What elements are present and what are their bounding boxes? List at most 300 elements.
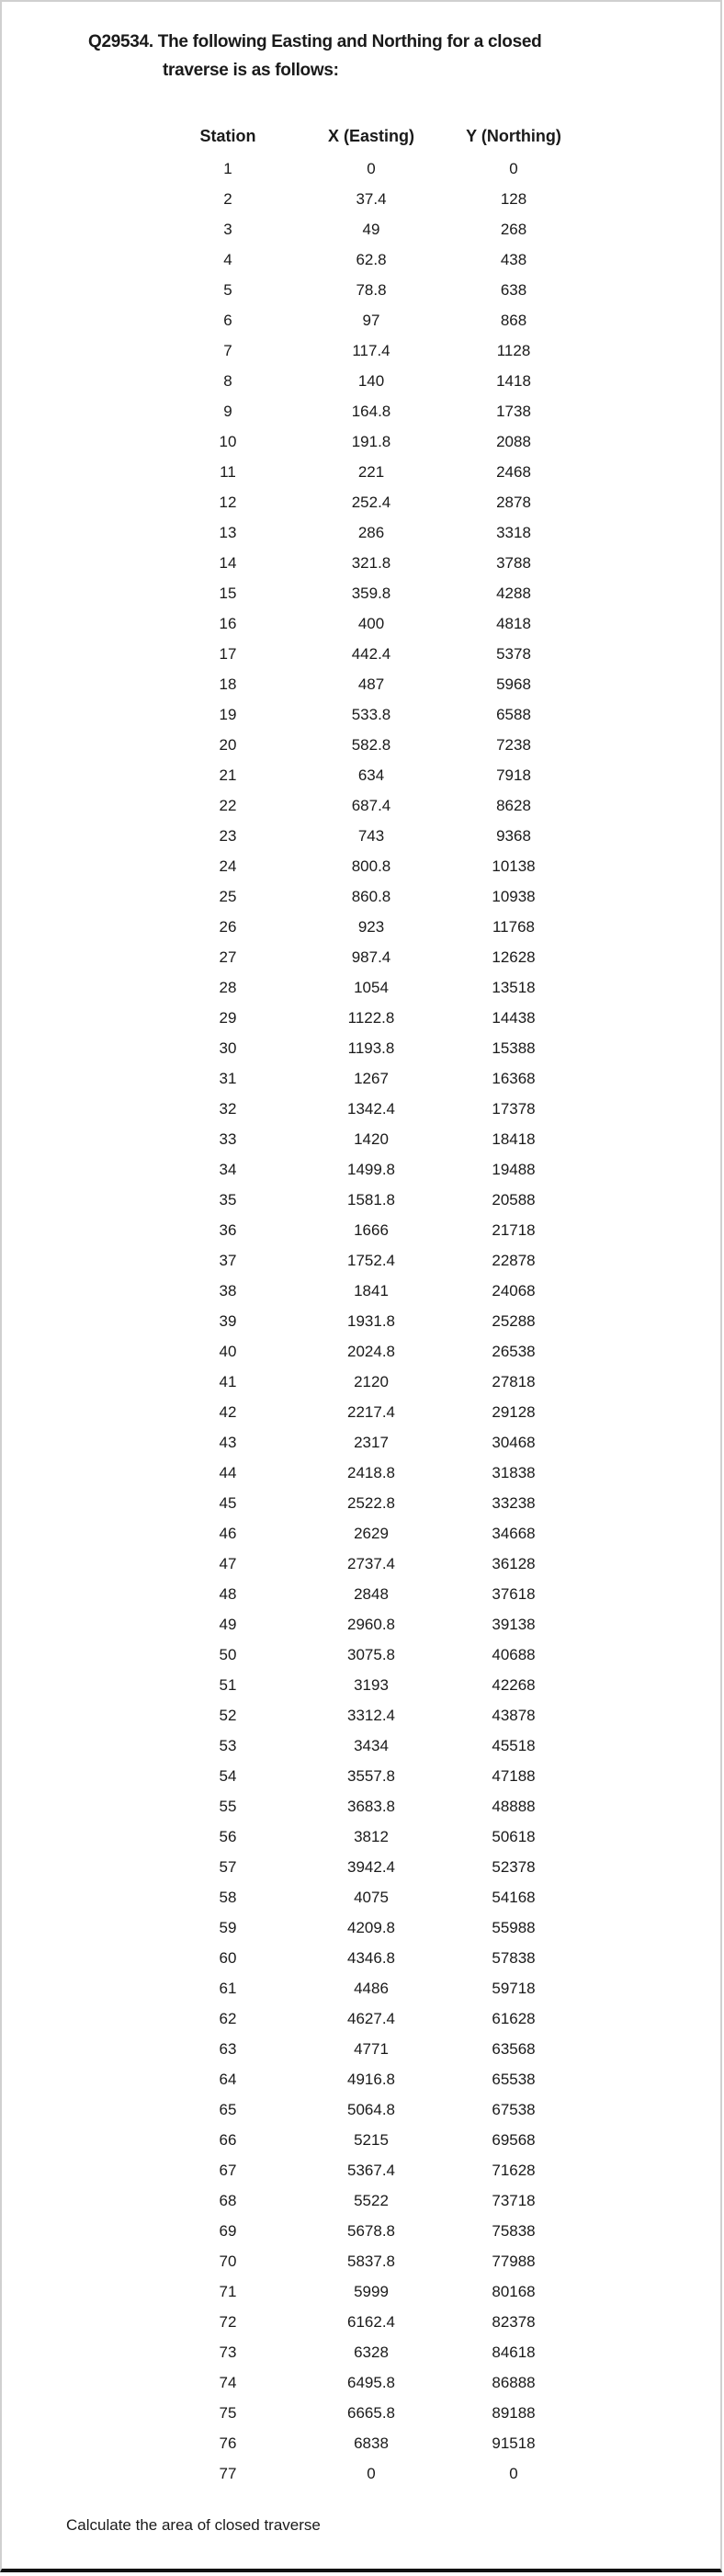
station-cell: 73 — [219, 2343, 237, 2361]
station-cell: 1 — [223, 160, 232, 177]
table-row — [0, 1670, 724, 1700]
northing-cell: 128 — [500, 190, 527, 208]
station-cell: 55 — [219, 1798, 237, 1815]
easting-cell: 37.4 — [356, 190, 387, 208]
table-row — [0, 153, 724, 184]
station-cell: 45 — [219, 1494, 237, 1512]
northing-cell: 69568 — [492, 2131, 536, 2149]
station-cell: 40 — [219, 1343, 237, 1360]
table-row — [0, 275, 724, 305]
table-row — [0, 730, 724, 760]
easting-cell: 2960.8 — [347, 1616, 395, 1633]
northing-cell: 17378 — [492, 1100, 536, 1118]
station-cell: 76 — [219, 2434, 237, 2452]
station-cell: 67 — [219, 2162, 237, 2179]
station-cell: 24 — [219, 857, 237, 875]
easting-cell: 140 — [357, 372, 385, 390]
table-body — [0, 153, 724, 2489]
northing-cell: 868 — [500, 312, 527, 329]
northing-cell: 65538 — [492, 2071, 536, 2088]
easting-cell: 3075.8 — [347, 1646, 395, 1663]
station-cell: 11 — [220, 463, 236, 481]
table-row — [0, 1003, 724, 1033]
table-row — [0, 2458, 724, 2489]
header-northing: Y (Northing) — [466, 127, 561, 145]
easting-cell: 2629 — [354, 1525, 389, 1542]
question-number: Q29534. — [88, 32, 153, 51]
northing-cell: 61628 — [492, 2010, 536, 2027]
northing-cell: 71628 — [492, 2162, 536, 2179]
station-cell: 50 — [219, 1646, 237, 1663]
northing-cell: 54168 — [492, 1889, 536, 1906]
easting-cell: 1054 — [354, 979, 389, 996]
easting-cell: 1499.8 — [347, 1161, 395, 1178]
northing-cell: 20588 — [492, 1191, 536, 1209]
station-cell: 33 — [219, 1130, 237, 1148]
easting-cell: 1666 — [354, 1221, 389, 1239]
table-row — [0, 1245, 724, 1276]
easting-cell: 5837.8 — [347, 2253, 395, 2270]
station-cell: 28 — [219, 979, 237, 996]
table-row — [0, 1700, 724, 1731]
northing-cell: 24068 — [492, 1282, 536, 1299]
station-cell: 75 — [219, 2404, 237, 2422]
northing-cell: 80168 — [492, 2283, 536, 2300]
station-cell: 37 — [219, 1252, 237, 1269]
northing-cell: 31838 — [492, 1464, 536, 1481]
easting-cell: 359.8 — [351, 584, 391, 602]
station-cell: 8 — [223, 372, 232, 390]
easting-cell: 0 — [367, 2465, 376, 2482]
northing-cell: 45518 — [492, 1737, 536, 1754]
easting-cell: 62.8 — [356, 251, 387, 268]
easting-cell: 6838 — [354, 2434, 389, 2452]
station-cell: 44 — [219, 1464, 237, 1481]
station-cell: 64 — [219, 2071, 237, 2088]
station-cell: 2 — [223, 190, 232, 208]
northing-cell: 4818 — [496, 615, 531, 632]
station-cell: 72 — [219, 2313, 237, 2331]
easting-cell: 687.4 — [351, 797, 391, 814]
easting-cell: 1931.8 — [347, 1312, 395, 1330]
northing-cell: 55988 — [492, 1919, 536, 1936]
table-row — [0, 608, 724, 639]
table-row — [0, 821, 724, 851]
easting-cell: 4075 — [354, 1889, 389, 1906]
station-cell: 30 — [219, 1039, 237, 1057]
easting-cell: 1752.4 — [347, 1252, 395, 1269]
easting-cell: 2217.4 — [347, 1403, 395, 1421]
northing-cell: 18418 — [492, 1130, 536, 1148]
easting-cell: 400 — [357, 615, 385, 632]
table-row — [0, 1276, 724, 1306]
table-row — [0, 1912, 724, 1943]
table-row — [0, 1458, 724, 1488]
table-row — [0, 790, 724, 821]
station-cell: 39 — [219, 1312, 237, 1330]
station-cell: 51 — [219, 1676, 237, 1694]
station-cell: 15 — [219, 584, 237, 602]
station-cell: 27 — [219, 948, 237, 966]
table-row — [0, 1306, 724, 1336]
station-cell: 49 — [219, 1616, 237, 1633]
northing-cell: 40688 — [492, 1646, 536, 1663]
table-row — [0, 1427, 724, 1458]
northing-cell: 21718 — [492, 1221, 536, 1239]
easting-cell: 321.8 — [351, 554, 391, 572]
easting-cell: 2120 — [354, 1373, 389, 1390]
station-cell: 10 — [219, 433, 237, 450]
station-cell: 74 — [219, 2374, 237, 2391]
easting-cell: 3812 — [354, 1828, 389, 1845]
easting-cell: 3683.8 — [347, 1798, 395, 1815]
easting-cell: 5522 — [354, 2192, 389, 2209]
station-cell: 60 — [219, 1949, 237, 1967]
northing-cell: 438 — [500, 251, 527, 268]
table-row — [0, 851, 724, 881]
table-row — [0, 396, 724, 426]
table-row — [0, 457, 724, 487]
table-row — [0, 1579, 724, 1609]
station-cell: 12 — [219, 494, 237, 511]
table-row — [0, 2428, 724, 2458]
northing-cell: 1738 — [496, 403, 531, 420]
station-cell: 31 — [219, 1070, 237, 1087]
easting-cell: 4346.8 — [347, 1949, 395, 1967]
station-cell: 25 — [219, 888, 237, 905]
table-row — [0, 2337, 724, 2367]
northing-cell: 43878 — [492, 1707, 536, 1724]
table-row — [0, 1609, 724, 1640]
table-row — [0, 1731, 724, 1761]
table-row — [0, 184, 724, 214]
station-cell: 5 — [223, 281, 232, 299]
table-row — [0, 548, 724, 578]
header-easting: X (Easting) — [327, 127, 414, 145]
northing-cell: 67538 — [492, 2101, 536, 2118]
northing-cell: 84618 — [492, 2343, 536, 2361]
easting-cell: 5064.8 — [347, 2101, 395, 2118]
easting-cell: 3193 — [354, 1676, 389, 1694]
table-row — [0, 2307, 724, 2337]
table-row — [0, 1367, 724, 1397]
table-row — [0, 1518, 724, 1549]
northing-cell: 2878 — [496, 494, 531, 511]
easting-cell: 3312.4 — [347, 1707, 395, 1724]
easting-cell: 2317 — [354, 1434, 389, 1451]
northing-cell: 82378 — [492, 2313, 536, 2331]
table-row — [0, 1973, 724, 2003]
easting-cell: 2024.8 — [347, 1343, 395, 1360]
station-cell: 47 — [219, 1555, 237, 1572]
instruction-text: Calculate the area of closed traverse — [66, 2516, 321, 2534]
station-cell: 57 — [219, 1858, 237, 1876]
station-cell: 38 — [219, 1282, 237, 1299]
northing-cell: 52378 — [492, 1858, 536, 1876]
question-text-line1: The following Easting and Northing for a closed — [157, 32, 542, 51]
easting-cell: 634 — [357, 766, 385, 784]
easting-cell: 1342.4 — [347, 1100, 395, 1118]
northing-cell: 73718 — [492, 2192, 536, 2209]
station-cell: 6 — [223, 312, 232, 329]
easting-cell: 487 — [357, 675, 385, 693]
northing-cell: 1128 — [496, 342, 531, 359]
table-row — [0, 2125, 724, 2155]
northing-cell: 5378 — [496, 645, 531, 663]
table-row — [0, 1154, 724, 1185]
station-cell: 17 — [219, 645, 237, 663]
table-row — [0, 2034, 724, 2064]
station-cell: 32 — [219, 1100, 237, 1118]
northing-cell: 12628 — [492, 948, 536, 966]
table-row — [0, 2185, 724, 2216]
easting-cell: 2848 — [354, 1585, 389, 1603]
table-row — [0, 2398, 724, 2428]
easting-cell: 4486 — [354, 1980, 389, 1997]
northing-cell: 9368 — [496, 827, 531, 845]
table-row — [0, 2094, 724, 2125]
station-cell: 34 — [219, 1161, 237, 1178]
easting-cell: 164.8 — [351, 403, 391, 420]
station-cell: 61 — [219, 1980, 237, 1997]
station-cell: 9 — [223, 403, 232, 420]
easting-cell: 5678.8 — [347, 2222, 395, 2240]
coordinates-table — [0, 119, 724, 2489]
northing-cell: 42268 — [492, 1676, 536, 1694]
station-cell: 23 — [219, 827, 237, 845]
northing-cell: 37618 — [492, 1585, 536, 1603]
easting-cell: 191.8 — [351, 433, 391, 450]
table-row — [0, 2064, 724, 2094]
station-cell: 77 — [219, 2465, 237, 2482]
station-cell: 29 — [219, 1009, 237, 1027]
northing-cell: 86888 — [492, 2374, 536, 2391]
easting-cell: 442.4 — [351, 645, 391, 663]
northing-cell: 3318 — [496, 524, 531, 541]
station-cell: 58 — [219, 1889, 237, 1906]
station-cell: 14 — [219, 554, 237, 572]
table-row — [0, 639, 724, 669]
northing-cell: 75838 — [492, 2222, 536, 2240]
easting-cell: 252.4 — [351, 494, 391, 511]
easting-cell: 6328 — [354, 2343, 389, 2361]
table-row — [0, 2246, 724, 2276]
station-cell: 35 — [219, 1191, 237, 1209]
easting-cell: 1841 — [354, 1282, 389, 1299]
easting-cell: 6495.8 — [347, 2374, 395, 2391]
station-cell: 53 — [219, 1737, 237, 1754]
table-row — [0, 2216, 724, 2246]
northing-cell: 2088 — [496, 433, 531, 450]
question-text-line2: traverse is as follows: — [163, 61, 339, 80]
northing-cell: 0 — [509, 2465, 518, 2482]
northing-cell: 16368 — [492, 1070, 536, 1087]
northing-cell: 39138 — [492, 1616, 536, 1633]
northing-cell: 7918 — [496, 766, 531, 784]
table-row — [0, 1791, 724, 1821]
table-row — [0, 578, 724, 608]
northing-cell: 5968 — [496, 675, 531, 693]
northing-cell: 50618 — [492, 1828, 536, 1845]
table-row — [0, 1640, 724, 1670]
station-cell: 71 — [219, 2283, 237, 2300]
table-row — [0, 426, 724, 457]
table-row — [0, 1185, 724, 1215]
northing-cell: 10938 — [492, 888, 536, 905]
station-cell: 68 — [219, 2192, 237, 2209]
header-station: Station — [199, 127, 256, 145]
table-row — [0, 1882, 724, 1912]
easting-cell: 6162.4 — [347, 2313, 395, 2331]
easting-cell: 2737.4 — [347, 1555, 395, 1572]
easting-cell: 4627.4 — [347, 2010, 395, 2027]
table-row — [0, 1124, 724, 1154]
table-row — [0, 366, 724, 396]
easting-cell: 2522.8 — [347, 1494, 395, 1512]
northing-cell: 14438 — [492, 1009, 536, 1027]
northing-cell: 15388 — [492, 1039, 536, 1057]
easting-cell: 6665.8 — [347, 2404, 395, 2422]
easting-cell: 5999 — [354, 2283, 389, 2300]
easting-cell: 2418.8 — [347, 1464, 395, 1481]
northing-cell: 7238 — [496, 736, 531, 754]
northing-cell: 33238 — [492, 1494, 536, 1512]
station-cell: 22 — [219, 797, 237, 814]
table-row — [0, 1215, 724, 1245]
table-row — [0, 1033, 724, 1063]
table-row — [0, 1063, 724, 1094]
easting-cell: 582.8 — [351, 736, 391, 754]
table-row — [0, 2367, 724, 2398]
easting-cell: 1193.8 — [347, 1039, 395, 1057]
northing-cell: 59718 — [492, 1980, 536, 1997]
northing-cell: 30468 — [492, 1434, 536, 1451]
northing-cell: 77988 — [492, 2253, 536, 2270]
northing-cell: 91518 — [492, 2434, 536, 2452]
northing-cell: 638 — [500, 281, 527, 299]
easting-cell: 923 — [357, 918, 385, 936]
easting-cell: 5367.4 — [347, 2162, 395, 2179]
station-cell: 62 — [219, 2010, 237, 2027]
easting-cell: 286 — [357, 524, 385, 541]
station-cell: 70 — [219, 2253, 237, 2270]
easting-cell: 1420 — [354, 1130, 389, 1148]
station-cell: 69 — [219, 2222, 237, 2240]
northing-cell: 3788 — [496, 554, 531, 572]
station-cell: 42 — [219, 1403, 237, 1421]
easting-cell: 117.4 — [352, 342, 390, 359]
easting-cell: 3434 — [354, 1737, 389, 1754]
northing-cell: 48888 — [492, 1798, 536, 1815]
station-cell: 36 — [219, 1221, 237, 1239]
table-row — [0, 517, 724, 548]
easting-cell: 4771 — [354, 2040, 389, 2058]
station-cell: 46 — [219, 1525, 237, 1542]
northing-cell: 63568 — [492, 2040, 536, 2058]
table-row — [0, 1336, 724, 1367]
table-row — [0, 1761, 724, 1791]
table-row — [0, 1549, 724, 1579]
northing-cell: 4288 — [496, 584, 531, 602]
table-row — [0, 305, 724, 335]
table-row — [0, 487, 724, 517]
station-cell: 66 — [219, 2131, 237, 2149]
easting-cell: 97 — [362, 312, 380, 329]
northing-cell: 8628 — [496, 797, 531, 814]
easting-cell: 987.4 — [351, 948, 391, 966]
easting-cell: 5215 — [354, 2131, 389, 2149]
easting-cell: 49 — [362, 221, 380, 238]
table-row — [0, 214, 724, 244]
northing-cell: 57838 — [492, 1949, 536, 1967]
station-cell: 13 — [219, 524, 237, 541]
table-row — [0, 2003, 724, 2034]
northing-cell: 26538 — [492, 1343, 536, 1360]
table-row — [0, 2155, 724, 2185]
station-cell: 54 — [219, 1767, 237, 1785]
northing-cell: 89188 — [492, 2404, 536, 2422]
table-row — [0, 942, 724, 972]
northing-cell: 268 — [500, 221, 527, 238]
table-row — [0, 1488, 724, 1518]
easting-cell: 1267 — [354, 1070, 389, 1087]
easting-cell: 4916.8 — [347, 2071, 395, 2088]
station-cell: 26 — [219, 918, 237, 936]
table-row — [0, 335, 724, 366]
table-row — [0, 1943, 724, 1973]
northing-cell: 2468 — [496, 463, 531, 481]
table-row — [0, 972, 724, 1003]
table-row — [0, 2276, 724, 2307]
station-cell: 63 — [219, 2040, 237, 2058]
station-cell: 59 — [219, 1919, 237, 1936]
table-row — [0, 1821, 724, 1852]
station-cell: 65 — [219, 2101, 237, 2118]
station-cell: 16 — [219, 615, 237, 632]
easting-cell: 1581.8 — [347, 1191, 395, 1209]
northing-cell: 10138 — [492, 857, 536, 875]
table-row — [0, 760, 724, 790]
northing-cell: 0 — [509, 160, 518, 177]
station-cell: 19 — [219, 706, 237, 723]
station-cell: 3 — [223, 221, 232, 238]
northing-cell: 27818 — [492, 1373, 536, 1390]
easting-cell: 221 — [357, 463, 385, 481]
easting-cell: 3557.8 — [347, 1767, 395, 1785]
northing-cell: 22878 — [492, 1252, 536, 1269]
table-row — [0, 244, 724, 275]
station-cell: 21 — [219, 766, 237, 784]
northing-cell: 19488 — [492, 1161, 536, 1178]
table-row — [0, 1094, 724, 1124]
station-cell: 18 — [219, 675, 237, 693]
table-row — [0, 699, 724, 730]
table-row — [0, 1397, 724, 1427]
easting-cell: 4209.8 — [347, 1919, 395, 1936]
table-row — [0, 881, 724, 912]
station-cell: 43 — [219, 1434, 237, 1451]
table-row — [0, 912, 724, 942]
table-header — [0, 119, 724, 153]
northing-cell: 6588 — [496, 706, 531, 723]
northing-cell: 1418 — [496, 372, 531, 390]
station-cell: 52 — [219, 1707, 237, 1724]
northing-cell: 47188 — [492, 1767, 536, 1785]
station-cell: 7 — [223, 342, 232, 359]
northing-cell: 11768 — [492, 918, 535, 936]
easting-cell: 743 — [357, 827, 385, 845]
station-cell: 4 — [223, 251, 232, 268]
